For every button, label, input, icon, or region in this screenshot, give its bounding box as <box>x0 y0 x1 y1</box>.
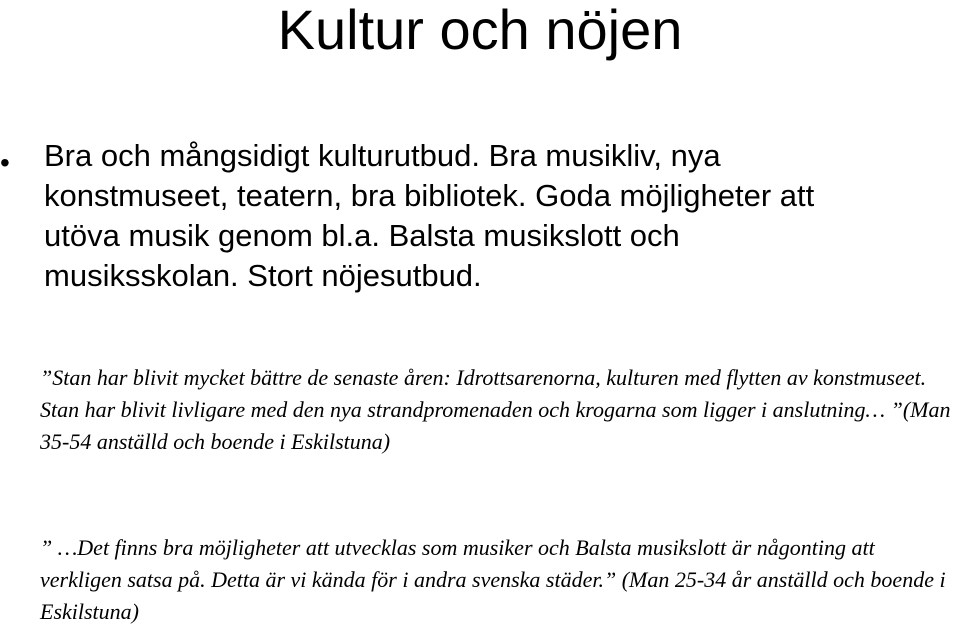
bullet-text: Bra och mångsidigt kulturutbud. Bra musikliv, nya konstmuseet, teatern, bra bibliotek. Goda möjligheter att utöva musik genom bl.a. Balsta musikslott och musiksskolan. Stort nöjesutbud. <box>44 138 815 293</box>
slide-title: Kultur och nöjen <box>277 0 683 61</box>
quote-2: ” …Det finns bra möjligheter att utvecklas som musiker och Balsta musikslott är någonting att verkligen satsa på. Detta är vi kända för i andra svenska städer.” (Man 25-34 år anställd och boende i Eskilstuna) <box>40 535 946 624</box>
quote-1: ”Stan har blivit mycket bättre de senaste åren: Idrottsarenorna, kulturen med flytten av konstmuseet. Stan har blivit livligare med den nya strandpromenaden och krogarna som ligger i anslutning… ”(Man 35-54 anställd och boende i Eskilstuna) <box>40 365 951 454</box>
bullet-dot-icon: • <box>0 147 10 178</box>
